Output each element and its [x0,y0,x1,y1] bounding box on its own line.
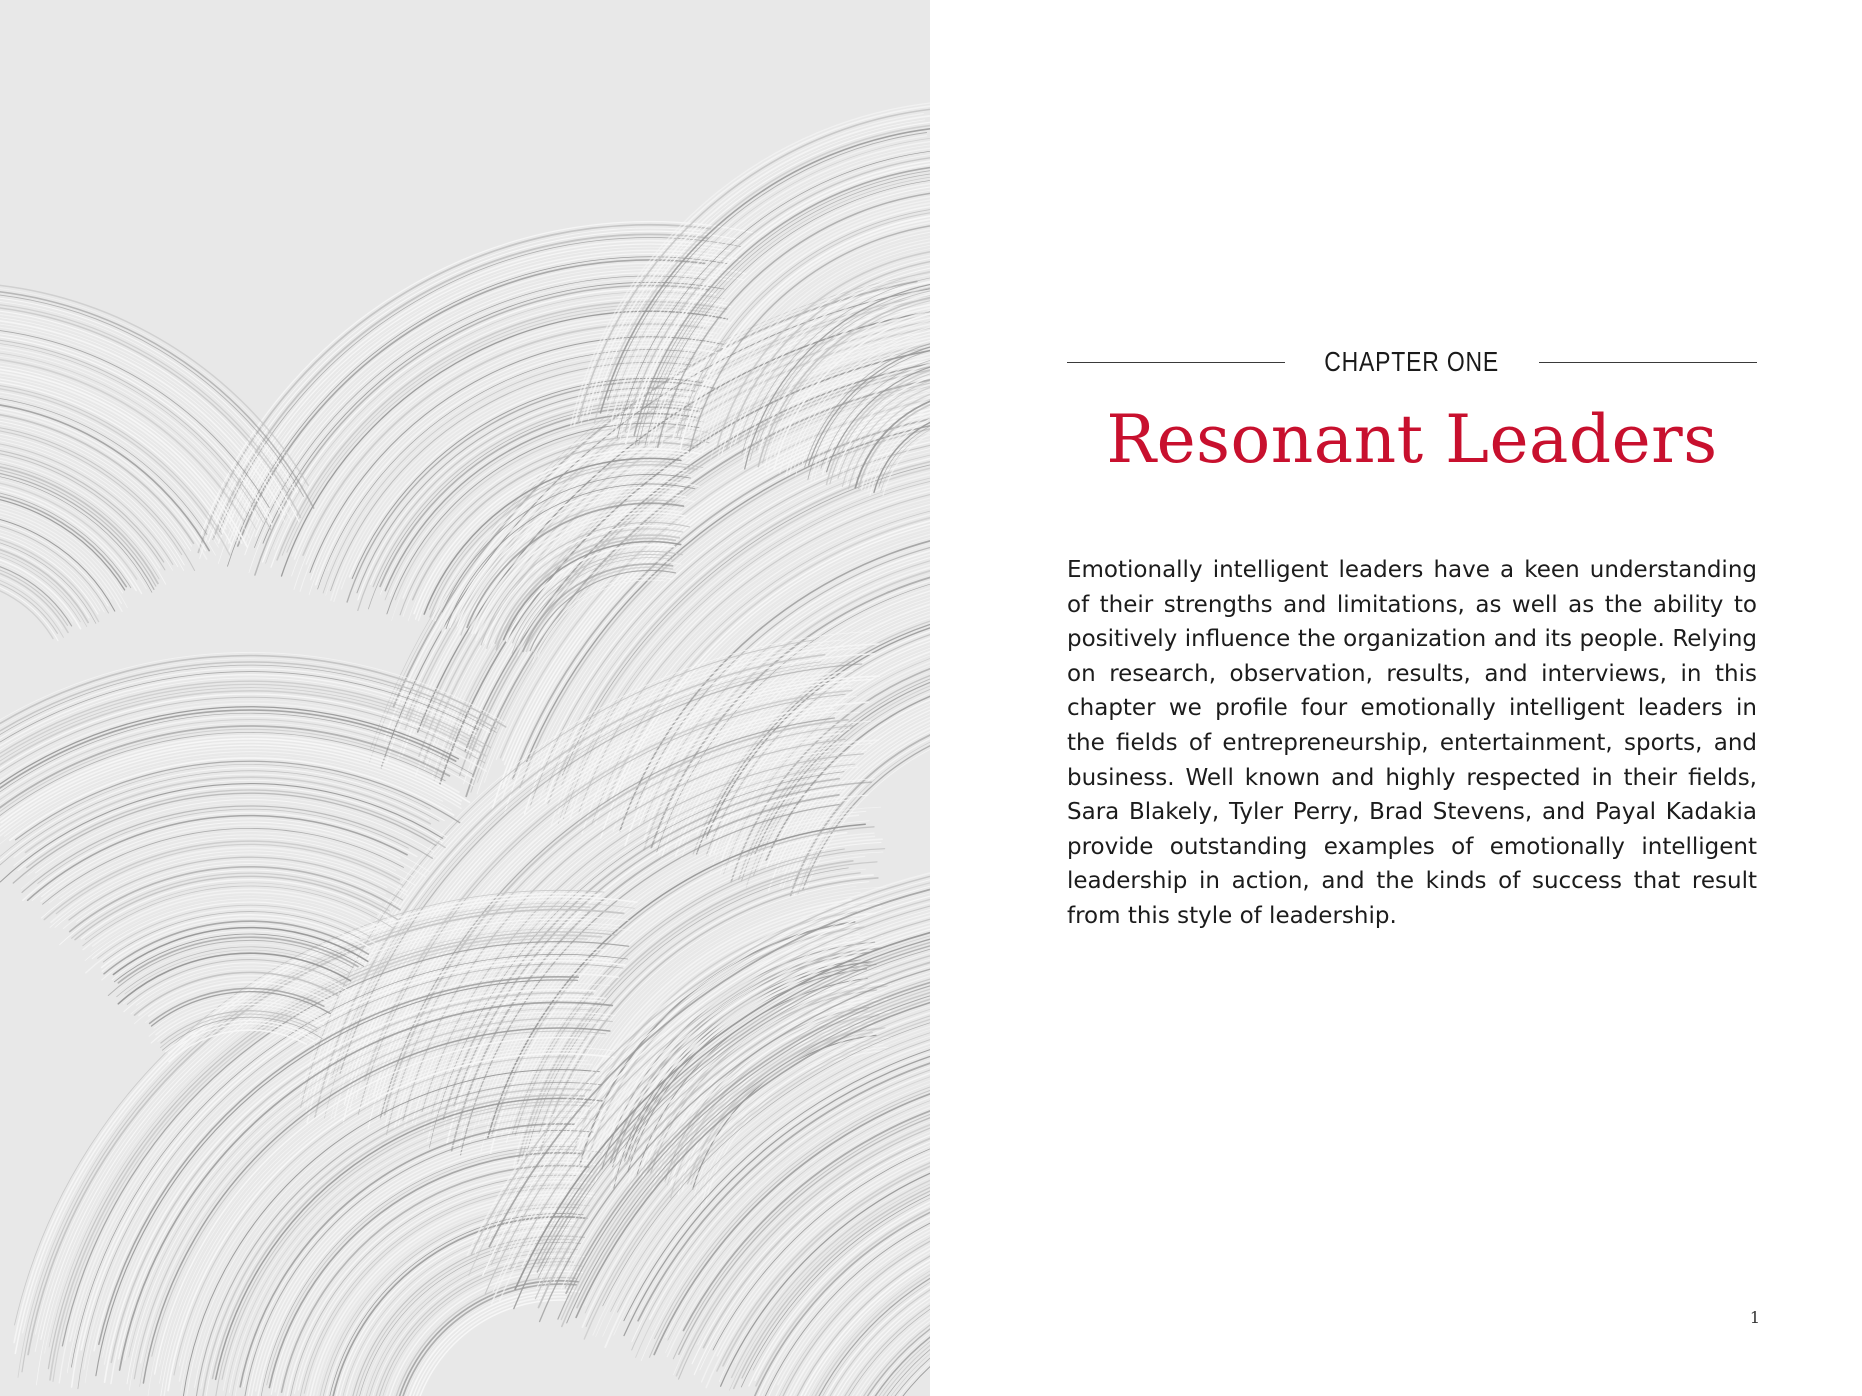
chapter-intro-paragraph: Emotionally intelligent leaders have a keen understanding of their strengths and limitations, as well as the ability to positively influence the organization and its people. Relying on research, observation, results, and interviews, in this chapter we profile four emotionally intelligent leaders in the fields of entrepreneurship, entertainment, sports, and business. Well known and highly respected in their fields, Sara Blakely, Tyler Perry, Brad Stevens, and Payal Kadakia provide outstanding examples of emotionally intelligent leadership in action, and the kinds of success that result from this style of leadership. [1067,557,1757,929]
page-number: 1 [1749,1308,1760,1327]
chapter-label: CHAPTER ONE [1324,346,1500,377]
right-rule [1539,362,1757,363]
text-page [930,0,1862,1396]
brushstroke-texture-icon [0,0,930,1396]
texture-image-page [0,0,930,1396]
left-rule [1067,362,1285,363]
chapter-header [1067,340,1757,384]
chapter-title: Resonant Leaders [1106,401,1718,478]
